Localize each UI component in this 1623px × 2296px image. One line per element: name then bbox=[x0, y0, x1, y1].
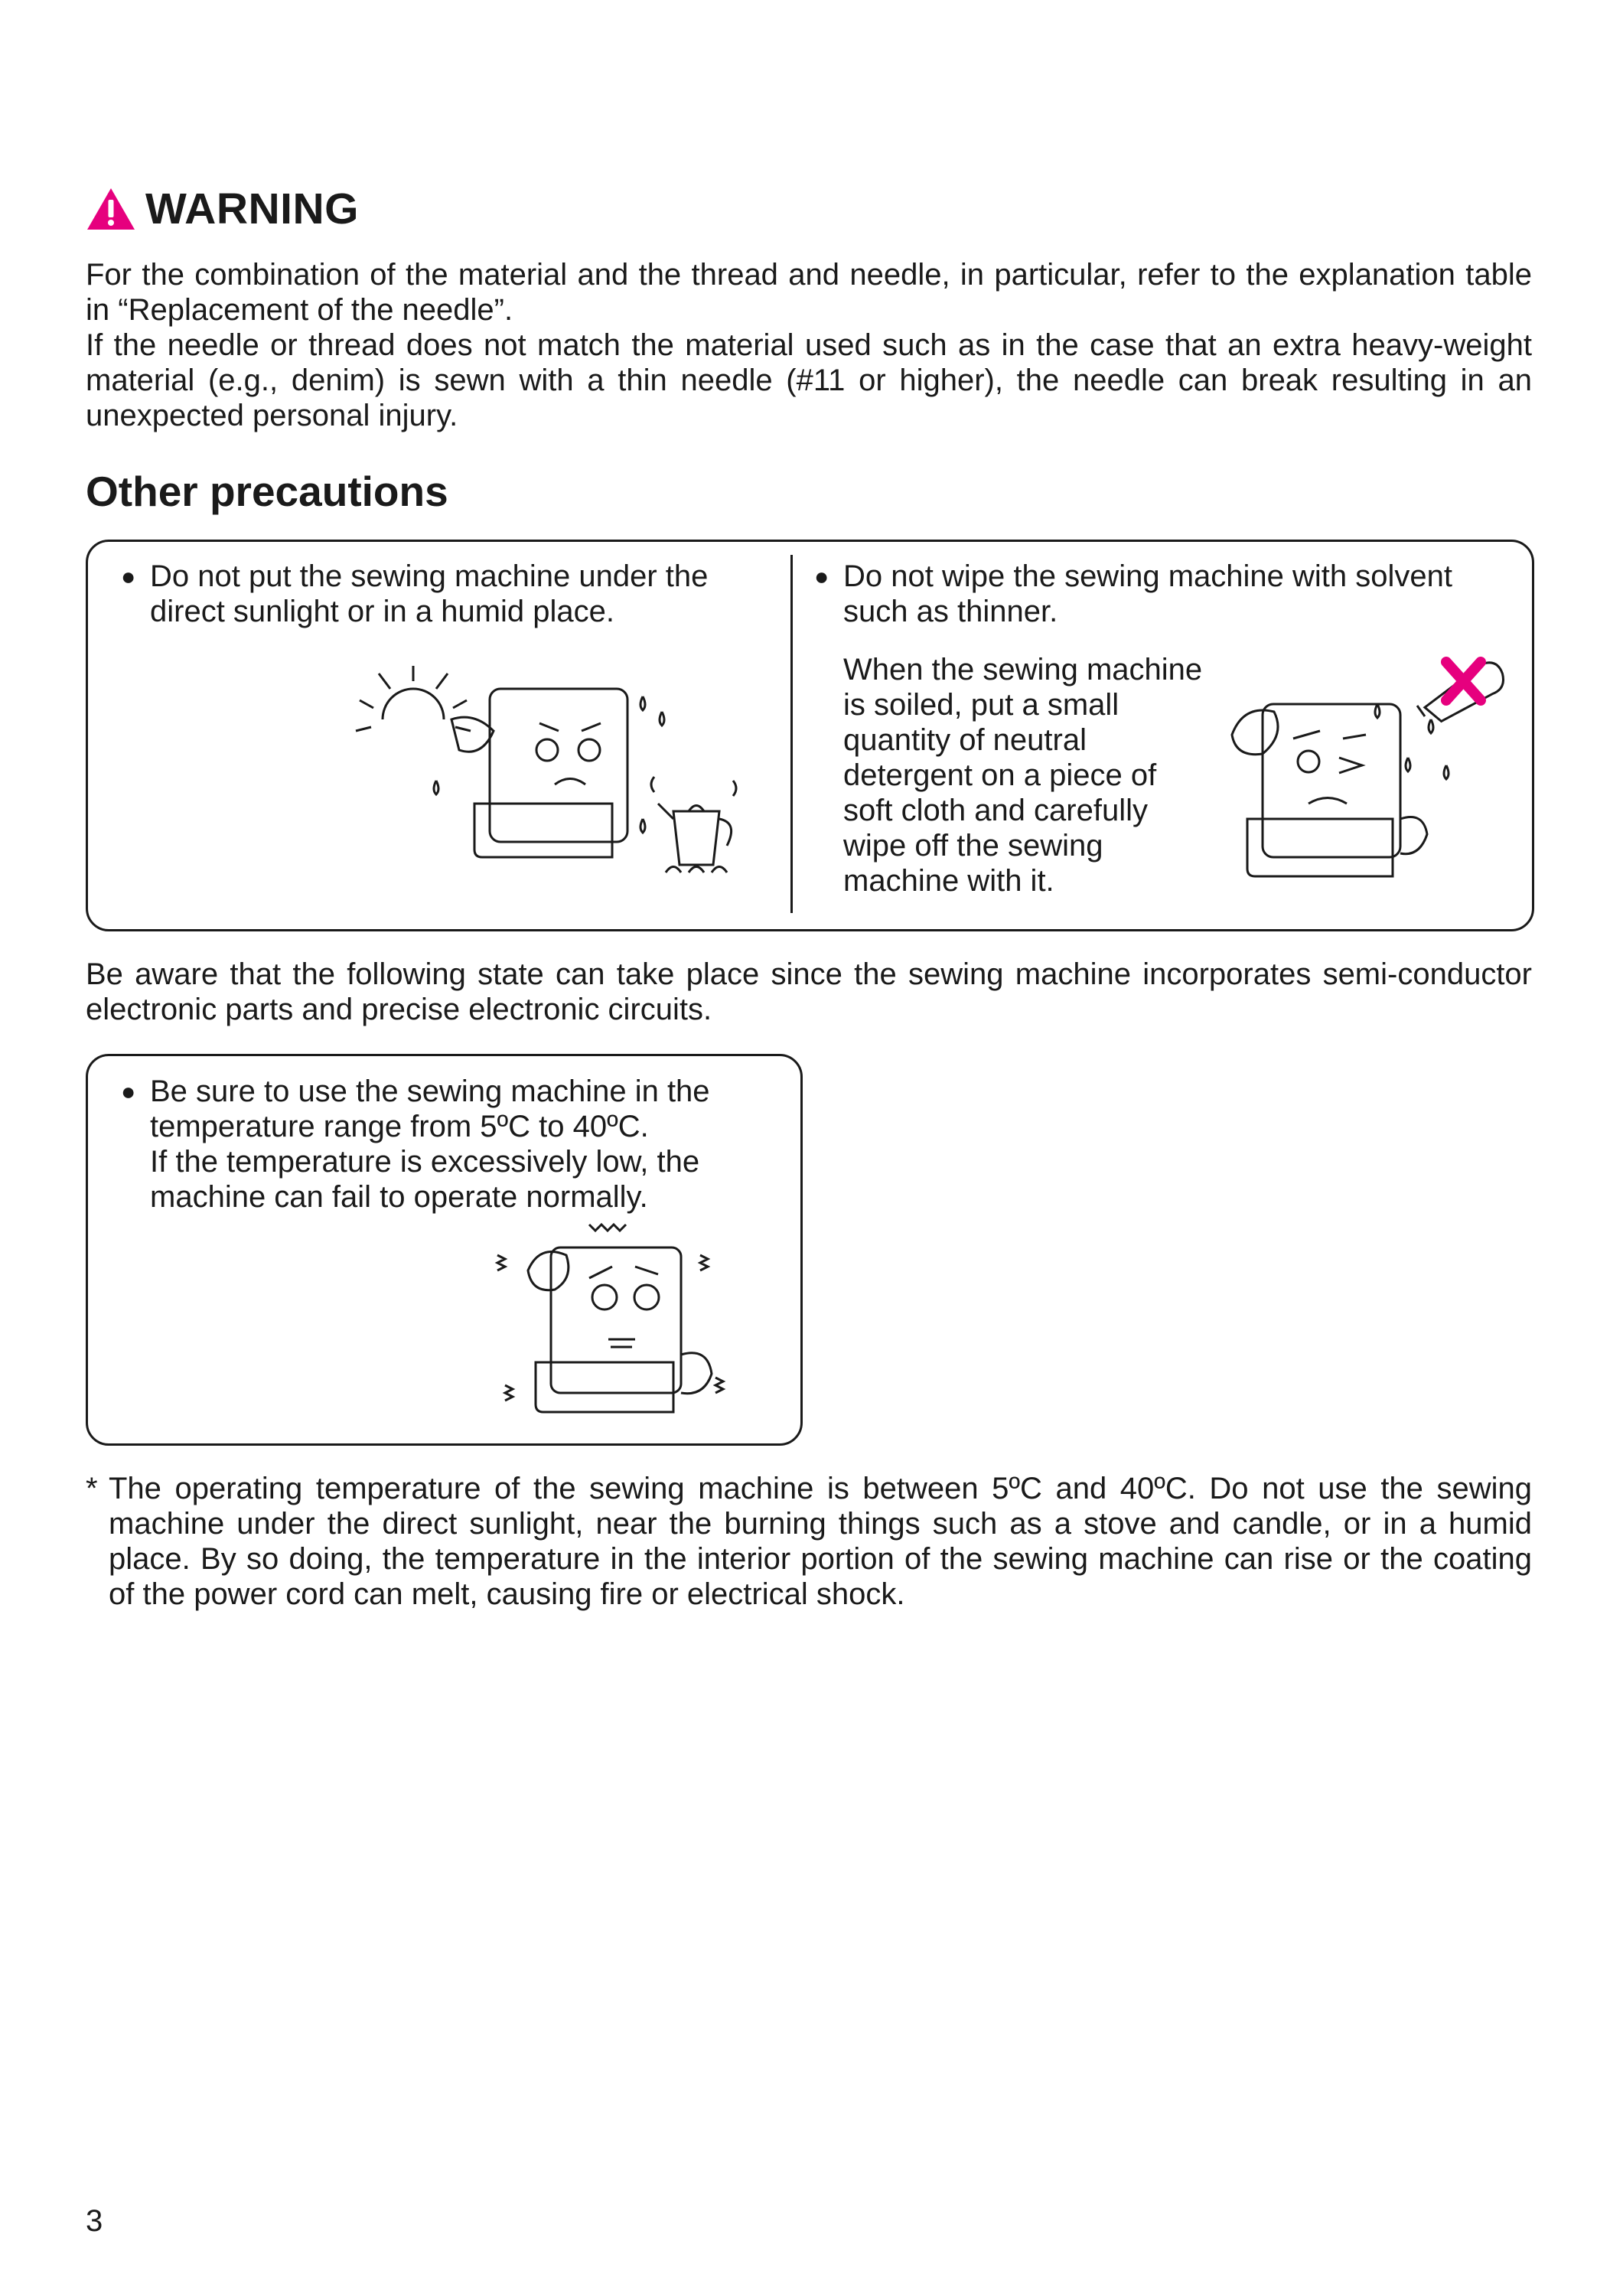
bullet-solvent-text: Do not wipe the sewing machine with solvent such as thinner. bbox=[843, 559, 1452, 628]
bullet-dot: ● bbox=[121, 1078, 136, 1105]
warning-paragraph-1: For the combination of the material and the thread and needle, in particular, refer to the explanation table in “Replacement of the needle”. bbox=[86, 258, 1532, 327]
aware-paragraph: Be aware that the following state can take place since the sewing machine incorporates semi-conductor electronic parts and precise electronic circuits. bbox=[86, 957, 1532, 1026]
bullet-solvent bbox=[814, 559, 1518, 629]
bullet-temperature bbox=[121, 1074, 787, 1215]
cold-machine-illustration bbox=[497, 1225, 742, 1431]
bullet-temperature-content bbox=[150, 1074, 787, 1215]
page-number: 3 bbox=[86, 2204, 103, 2238]
sun-icon bbox=[356, 666, 471, 731]
warning-heading bbox=[86, 184, 359, 234]
warning-triangle-icon bbox=[86, 187, 136, 231]
solvent-wipe-illustration bbox=[1217, 658, 1507, 903]
box-divider bbox=[790, 555, 793, 913]
footnote-text: The operating temperature of the sewing machine is between 5ºC and 40ºC. Do not use the sewing machine under the direct sunlight, near the burning things such as a stove and candle, or in a humid place. By so doing, the temperature in the interior portion of the sewing machine can rise or the coating of the power cord can melt, causing fire or electrical shock. bbox=[109, 1472, 1532, 1611]
temperature-detail-text: If the temperature is excessively low, the machine can fail to operate normally. bbox=[150, 1145, 700, 1214]
section-title: Other precautions bbox=[86, 468, 448, 515]
prohibited-x-icon bbox=[1446, 662, 1481, 700]
footnote-marker: * bbox=[86, 1472, 98, 1505]
bullet-sunlight bbox=[121, 559, 771, 629]
humid-sunlight-illustration bbox=[360, 666, 758, 895]
solvent-bottle-icon bbox=[1417, 661, 1507, 722]
bullet-temperature-text: Be sure to use the sewing machine in the temperature range from 5ºC to 40ºC. bbox=[150, 1075, 710, 1143]
solvent-detail-text: When the sewing machine is soiled, put a small quantity of neutral detergent on a piece of soft cloth and carefully wipe off the sewing machine with it. bbox=[843, 653, 1203, 898]
kettle-icon bbox=[651, 777, 736, 872]
bullet-dot: ● bbox=[121, 563, 136, 590]
warning-paragraph-2: If the needle or thread does not match the material used such as in the case that an extra heavy-weight material (e.g., denim) is sewn with a thin needle (#11 or higher), the needle can break resulting in an unexpected personal injury. bbox=[86, 328, 1532, 432]
warning-title: WARNING bbox=[145, 184, 359, 233]
footnote bbox=[86, 1471, 1532, 1612]
bullet-dot: ● bbox=[814, 563, 829, 590]
bullet-sunlight-text: Do not put the sewing machine under the direct sunlight or in a humid place. bbox=[150, 559, 709, 628]
